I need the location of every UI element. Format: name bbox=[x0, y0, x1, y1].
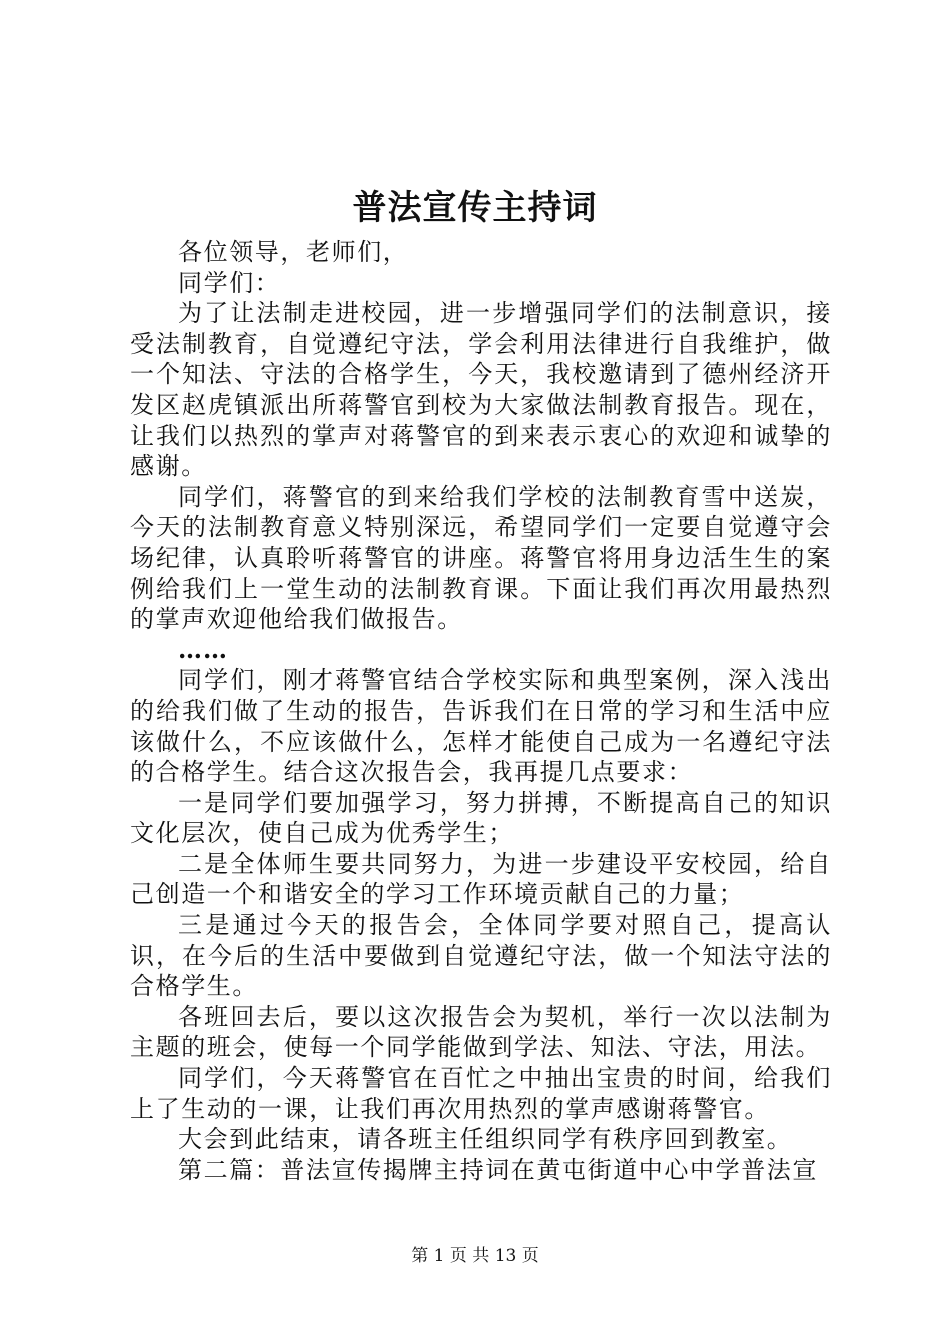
paragraph-thanks: 同学们，今天蒋警官在百忙之中抽出宝贵的时间，给我们上了生动的一课，让我们再次用热烈的掌声感谢蒋警官。 bbox=[130, 1064, 832, 1123]
paragraph-intro: 为了让法制走进校园，进一步增强同学们的法制意识，接受法制教育，自觉遵纪守法，学会利用法律进行自我维护，做一个知法、守法的合格学生，今天，我校邀请到了德州经济开发区赵虎镇派出所蒋警官到校为大家做法制教育报告。现在，让我们以热烈的掌声对蒋警官的到来表示衷心的欢迎和诚挚的感谢。 bbox=[130, 299, 832, 481]
paragraph-second-part: 第二篇：普法宣传揭牌主持词在黄屯街道中心中学普法宣 bbox=[178, 1155, 818, 1184]
paragraph-requirement-1: 一是同学们要加强学习，努力拼搏，不断提高自己的知识文化层次，使自己成为优秀学生； bbox=[130, 788, 832, 848]
salutation-leaders: 各位领导，老师们， bbox=[178, 238, 409, 266]
page-number-footer: 第 1 页 共 13 页 bbox=[411, 1246, 539, 1266]
paragraph-welcome: 同学们，蒋警官的到来给我们学校的法制教育雪中送炭，今天的法制教育意义特别深远，希望同学们一定要自觉遵守会场纪律，认真聆听蒋警官的讲座。蒋警官将用身边活生生的案例给我们上一堂生动的法制教育课。下面让我们再次用最热烈的掌声欢迎他给我们做报告。 bbox=[130, 482, 832, 634]
paragraph-requirement-3: 三是通过今天的报告会，全体同学要对照自己，提高认识，在今后的生活中要做到自觉遵纪守法，做一个知法守法的合格学生。 bbox=[130, 911, 832, 1001]
paragraph-class-meeting: 各班回去后，要以这次报告会为契机，举行一次以法制为主题的班会，使每一个同学能做到学法、知法、守法，用法。 bbox=[130, 1002, 832, 1062]
document-title: 普法宣传主持词 bbox=[352, 188, 598, 228]
ellipsis-separator: …… bbox=[178, 634, 228, 664]
paragraph-summary: 同学们，刚才蒋警官结合学校实际和典型案例，深入浅出的给我们做了生动的报告，告诉我们在日常的学习和生活中应该做什么，不应该做什么，怎样才能使自己成为一名遵纪守法的合格学生。结合这次报告会，我再提几点要求： bbox=[130, 666, 832, 787]
paragraph-closing: 大会到此结束，请各班主任组织同学有秩序回到教室。 bbox=[178, 1125, 793, 1154]
document-body bbox=[130, 237, 832, 1185]
paragraph-requirement-2: 二是全体师生要共同努力，为进一步建设平安校园，给自己创造一个和谐安全的学习工作环境贡献自己的力量； bbox=[130, 849, 832, 909]
salutation-students: 同学们： bbox=[178, 268, 281, 297]
